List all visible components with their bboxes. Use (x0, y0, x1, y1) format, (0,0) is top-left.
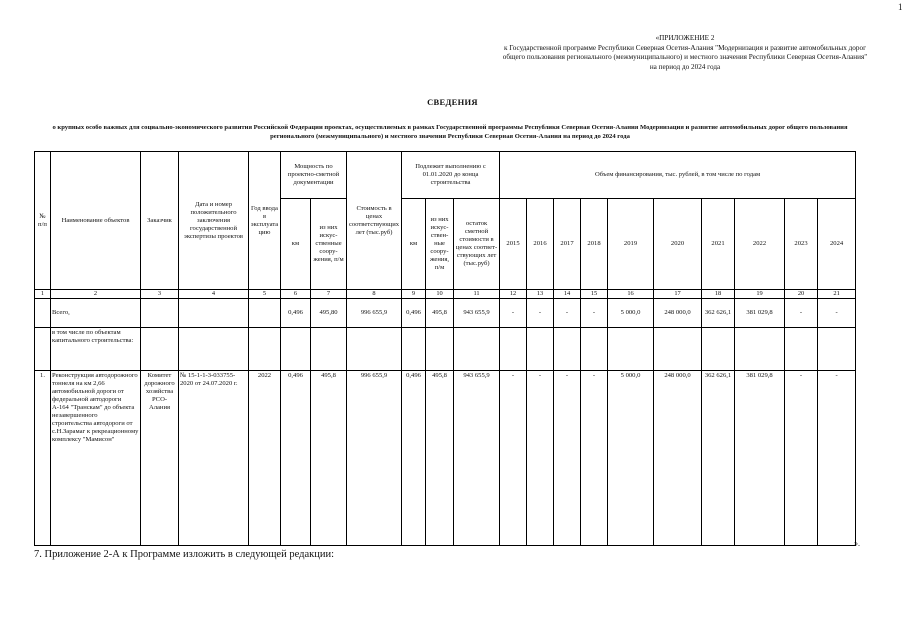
total-cell: - (554, 299, 581, 328)
object-num: 1. (35, 371, 51, 546)
col-number: 5 (249, 290, 281, 299)
header-year-cell: 2017 (554, 199, 581, 290)
object-cell: 5 000,0 (608, 371, 654, 546)
header-funding: Объем финансирования, тыс. рублей, в том числе по годам (500, 152, 856, 199)
header-year-cell: 2016 (527, 199, 554, 290)
projects-table (34, 151, 856, 546)
appendix-header (500, 34, 870, 72)
total-cell: 943 655,9 (454, 299, 500, 328)
header-cost: Стоимость в ценах соответствующих лет (тыс.руб) (347, 152, 402, 290)
header-year-cell: 2020 (654, 199, 702, 290)
object-cell: 495,8 (426, 371, 454, 546)
object-cell: 495,8 (311, 371, 347, 546)
col-number: 20 (785, 290, 818, 299)
total-cell: 362 626,1 (702, 299, 735, 328)
col-number: 3 (141, 290, 179, 299)
page-number: 1 (898, 2, 903, 12)
object-cell: - (785, 371, 818, 546)
col-number: 19 (735, 290, 785, 299)
col-number: 10 (426, 290, 454, 299)
object-row (35, 371, 856, 546)
col-number: 12 (500, 290, 527, 299)
object-year: 2022 (249, 371, 281, 546)
header-done-rest: остаток сметной стоимости в ценах соответ-ствующих лет (тыс.руб) (454, 199, 500, 290)
total-cell: 495,8 (426, 299, 454, 328)
incl-label: в том числе по объектам капитального строительства: (51, 328, 141, 371)
total-cell: 381 029,8 (735, 299, 785, 328)
header-year-cell: 2019 (608, 199, 654, 290)
appendix-text: к Государственной программе Республики Северная Осетия-Алания "Модернизация и развитие автомобильных дорог общего пользования регионального (межмуниципального) и местного значения Республики Северная Осетия-Алания" на период до 2024 года (502, 43, 868, 71)
object-cell: 996 655,9 (347, 371, 402, 546)
total-cell: - (527, 299, 554, 328)
object-cell: 381 029,8 (735, 371, 785, 546)
header-capacity: Мощность по проектно-сметной документации (281, 152, 347, 199)
document-title: СВЕДЕНИЯ (427, 97, 478, 107)
header-capacity-struct: из них искус-ственные соору-жения, п/м (311, 199, 347, 290)
object-cell: - (818, 371, 856, 546)
including-row (35, 328, 856, 371)
total-cell: - (818, 299, 856, 328)
object-cell: 943 655,9 (454, 371, 500, 546)
total-cell: 495,80 (311, 299, 347, 328)
object-cell: 0,496 (281, 371, 311, 546)
col-number: 18 (702, 290, 735, 299)
total-cell: - (581, 299, 608, 328)
incl-num (35, 328, 51, 371)
total-cell: - (500, 299, 527, 328)
total-customer (141, 299, 179, 328)
header-date: Дата и номер положительного заключения государственной экспертизы проектов (179, 152, 249, 290)
col-number: 6 (281, 290, 311, 299)
total-label: Всего, (51, 299, 141, 328)
header-year: Год ввода в эксплуатацию (249, 152, 281, 290)
total-num (35, 299, 51, 328)
col-number: 2 (51, 290, 141, 299)
object-cell: - (527, 371, 554, 546)
col-number: 9 (402, 290, 426, 299)
header-done: Подлежит выполнению с 01.01.2020 до конца строительства (402, 152, 500, 199)
object-cell: 248 000,0 (654, 371, 702, 546)
header-num: № п/п (35, 152, 51, 290)
object-cell: 0,496 (402, 371, 426, 546)
header-done-km: км (402, 199, 426, 290)
col-number: 13 (527, 290, 554, 299)
total-cell: 996 655,9 (347, 299, 402, 328)
object-cell: - (581, 371, 608, 546)
col-number: 11 (454, 290, 500, 299)
col-number: 1 (35, 290, 51, 299)
header-capacity-km: км (281, 199, 311, 290)
col-number: 4 (179, 290, 249, 299)
header-row-1 (35, 152, 856, 199)
total-cell: - (785, 299, 818, 328)
header-year-cell: 2023 (785, 199, 818, 290)
total-row (35, 299, 856, 328)
header-year-cell: 2022 (735, 199, 785, 290)
header-year-cell: 2024 (818, 199, 856, 290)
object-name: Реконструкция автодорожного тоннеля на км 2,66 автомобильной дороги от федеральной автодороги А-164 "Транскам" до объекта незавершенного строительства автодороги от с.Н.Зарамаг к рекреационному комплексу "Мамисон" (51, 371, 141, 546)
total-year (249, 299, 281, 328)
total-cell: 248 000,0 (654, 299, 702, 328)
bottom-paragraph: 7. Приложение 2-А к Программе изложить в следующей редакции: (34, 549, 334, 560)
header-name: Наименование объектов (51, 152, 141, 290)
col-number: 7 (311, 290, 347, 299)
col-number: 8 (347, 290, 402, 299)
header-year-cell: 2018 (581, 199, 608, 290)
col-number: 14 (554, 290, 581, 299)
header-customer: Заказчик (141, 152, 179, 290)
total-cell: 0,496 (402, 299, 426, 328)
total-date (179, 299, 249, 328)
object-customer: Комитет дорожного хозяйства РСО-Алания (141, 371, 179, 546)
column-numbers-row (35, 290, 856, 299)
object-date: № 15-1-1-3-033755-2020 от 24.07.2020 г. (179, 371, 249, 546)
appendix-label: «ПРИЛОЖЕНИЕ 2 (655, 34, 715, 42)
object-cell: - (500, 371, 527, 546)
col-number: 15 (581, 290, 608, 299)
col-number: 17 (654, 290, 702, 299)
document-subtitle: о крупных особо важных для социально-экономического развития Российской Федерации проектах, осуществляемых в рамках Государственной программы Республики Северная Осетия-Алания Модернизация и развитие автомобильных дорог общего пользования регионального (межмуниципального) и местного значения Республики Северная Осетия-Алания на период до 2024 года (52, 124, 848, 140)
header-year-cell: 2021 (702, 199, 735, 290)
total-cell: 5 000,0 (608, 299, 654, 328)
total-cell: 0,496 (281, 299, 311, 328)
object-cell: 362 626,1 (702, 371, 735, 546)
closing-quote-mark: ». (854, 539, 860, 548)
header-year-cell: 2015 (500, 199, 527, 290)
col-number: 21 (818, 290, 856, 299)
object-cell: - (554, 371, 581, 546)
header-done-struct: из них искус-ствен-ные соору-жения, п/м (426, 199, 454, 290)
col-number: 16 (608, 290, 654, 299)
